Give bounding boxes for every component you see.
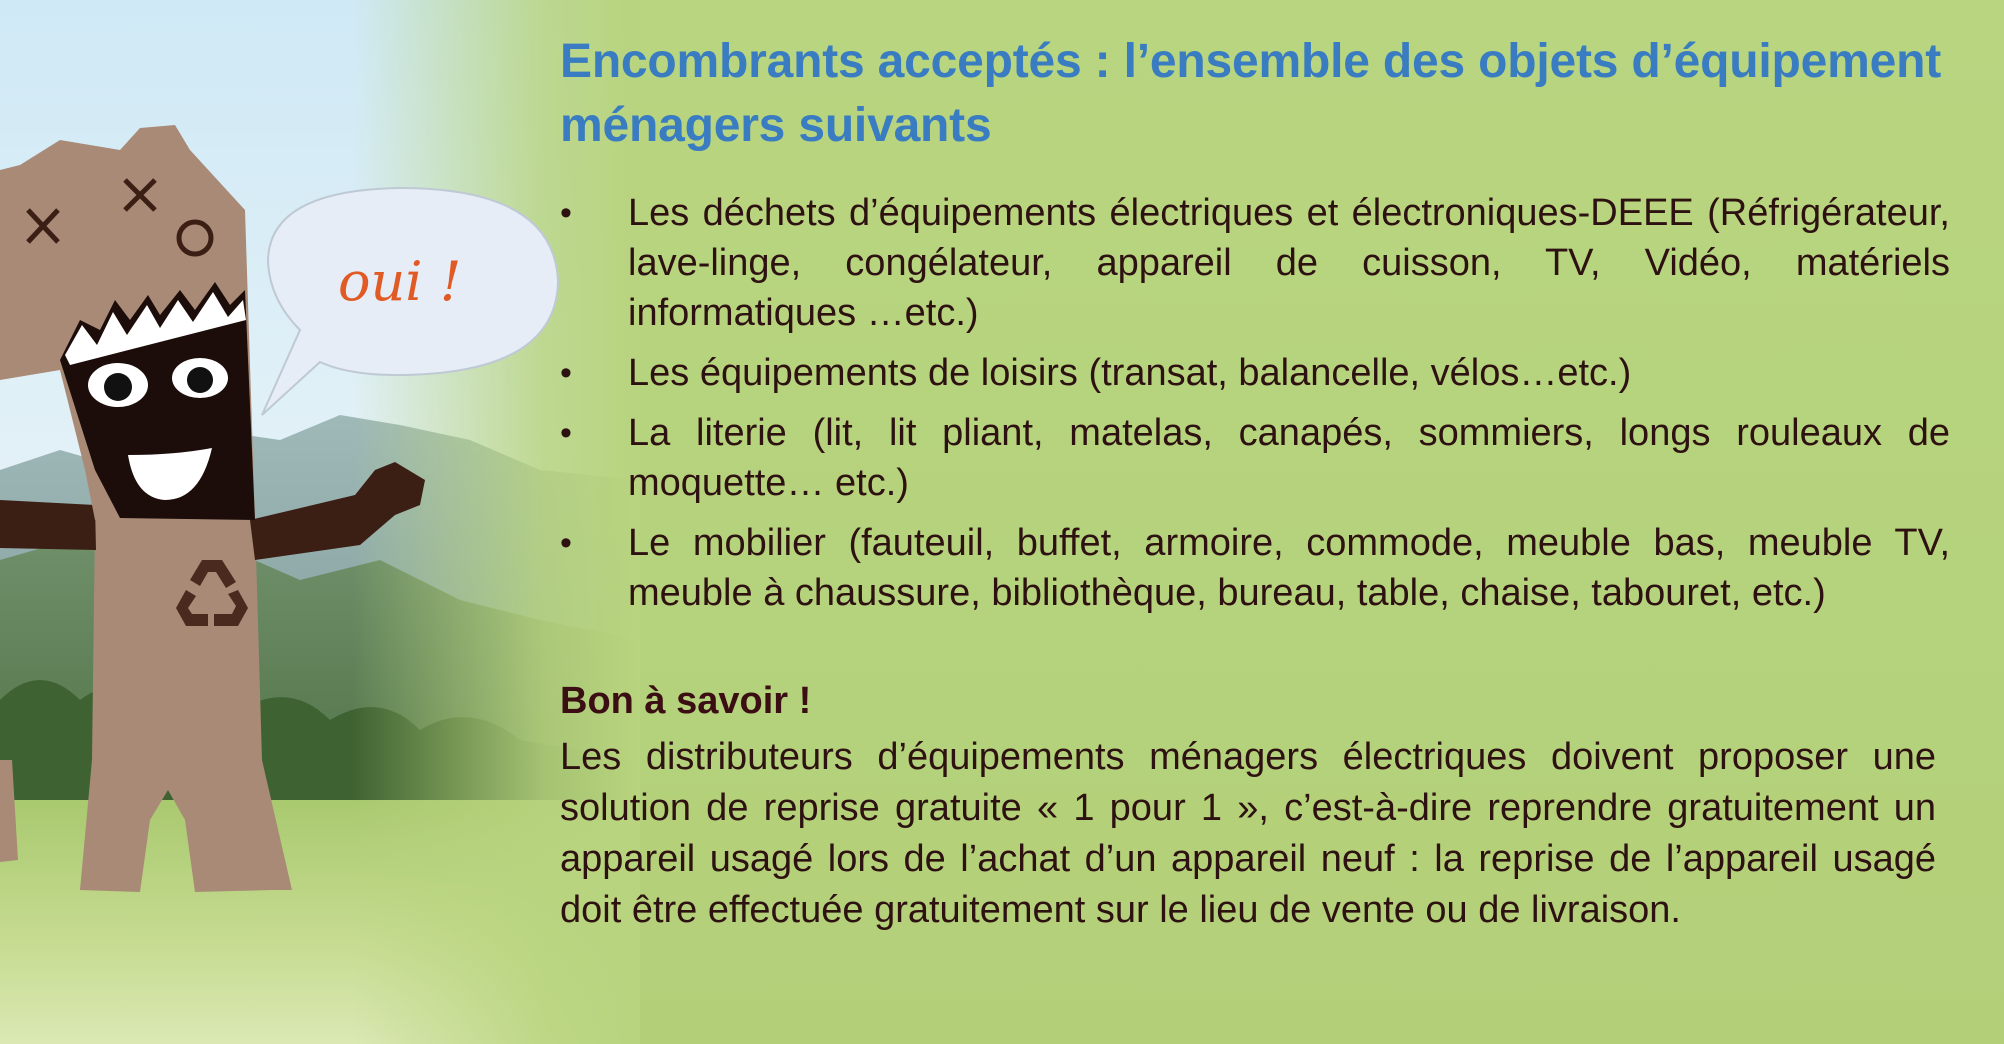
list-item-text: Les déchets d’équipements électriques et électroniques-DEEE (Réfrigérateur, lave-linge, congélateur, appareil de cuisson, TV, Vidéo, matériels informatiques …etc.) bbox=[628, 192, 1950, 334]
speech-bubble-text: oui ! bbox=[338, 250, 462, 313]
list-item bbox=[560, 348, 1950, 398]
bullet-icon: • bbox=[560, 194, 572, 232]
bullet-icon: • bbox=[560, 354, 572, 392]
page-title: Encombrants acceptés : l’ensemble des objets d’équipement ménagers suivants bbox=[560, 35, 1941, 152]
bullet-icon: • bbox=[560, 414, 572, 452]
notice-title: Bon à savoir ! bbox=[560, 680, 812, 722]
list-item-text: Les équipements de loisirs (transat, balancelle, vélos…etc.) bbox=[628, 352, 1632, 394]
list-item bbox=[560, 188, 1950, 338]
main-content bbox=[560, 30, 1950, 936]
list-item bbox=[560, 408, 1950, 508]
illustration-panel bbox=[0, 0, 640, 1044]
list-item bbox=[560, 518, 1950, 618]
bullet-icon: • bbox=[560, 524, 572, 562]
landscape-illustration bbox=[0, 0, 640, 1044]
list-item-text: La literie (lit, lit pliant, matelas, canapés, sommiers, longs rouleaux de moquette… etc.) bbox=[628, 412, 1950, 504]
bullet-list bbox=[560, 188, 1950, 618]
notice-text: Les distributeurs d’équipements ménagers électriques doivent proposer une solution de reprise gratuite « 1 pour 1 », c’est-à-dire reprendre gratuitement un appareil usagé lors de l’achat d’un appareil neuf : la reprise de l’appareil usagé doit être effectuée gratuitement sur le lieu de vente ou de livraison. bbox=[560, 736, 1936, 931]
list-item-text: Le mobilier (fauteuil, buffet, armoire, commode, meuble bas, meuble TV, meuble à chaussure, bibliothèque, bureau, table, chaise, tabouret, etc.) bbox=[628, 522, 1950, 614]
